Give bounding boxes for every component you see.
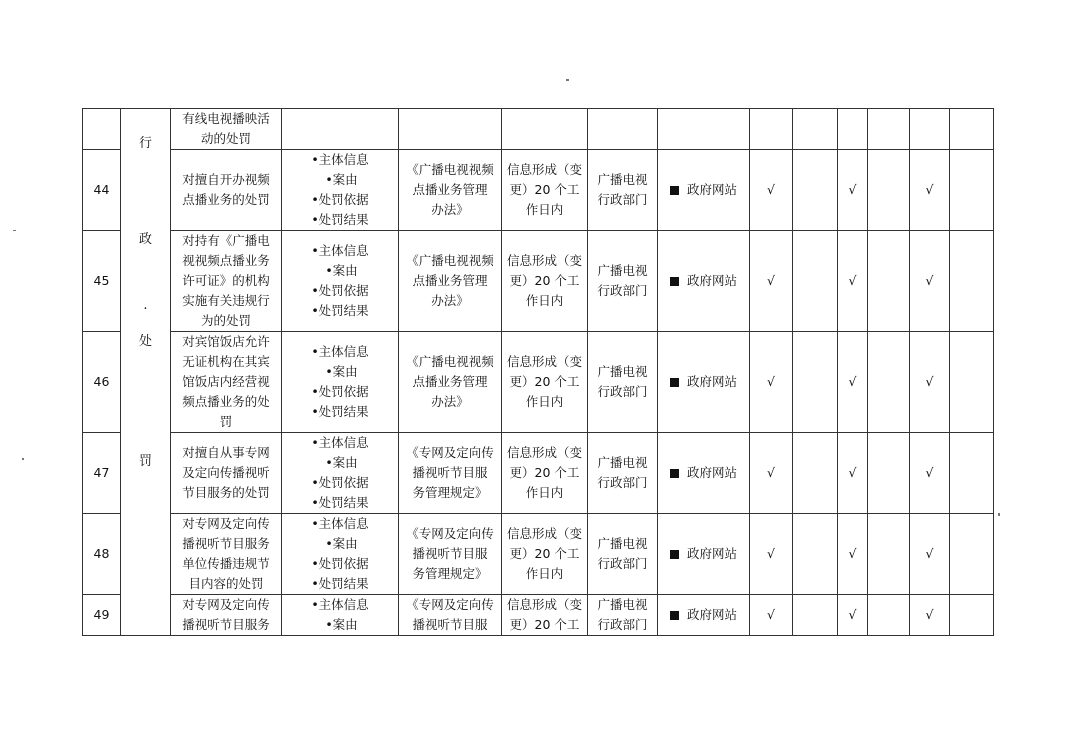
channel-label: 政府网站 [686, 273, 737, 288]
check-cell: √ [910, 514, 950, 595]
check-cell [868, 150, 910, 231]
department-line: 行政部门 [597, 192, 648, 207]
row-number: 46 [83, 332, 121, 433]
check-cell [950, 109, 994, 150]
item-name-line: 动的处罚 [200, 131, 251, 146]
item-name-line: 为的处罚 [200, 313, 251, 328]
department-cell [588, 332, 658, 433]
content-item: •主体信息 [311, 152, 369, 167]
check-cell [793, 514, 838, 595]
item-name-line: 单位传播违规节 [182, 556, 270, 571]
item-name-line: 播视听节目服务 [182, 617, 270, 632]
time-line: 更）20 个工 [509, 182, 580, 197]
time-line: 信息形成（变 [506, 445, 582, 460]
check-cell [868, 433, 910, 514]
content-item: •处罚依据 [311, 384, 369, 399]
category-char: · [143, 301, 148, 317]
item-name-line: 罚 [219, 414, 233, 429]
channel-cell [658, 514, 750, 595]
square-bullet-icon [670, 550, 679, 559]
content-item: •案由 [325, 617, 358, 632]
time-line: 作日内 [525, 566, 564, 581]
time-line: 信息形成（变 [506, 526, 582, 541]
disclosure-content-cell [282, 433, 399, 514]
check-cell [950, 332, 994, 433]
category-char: 处 [138, 333, 152, 349]
channel-cell [658, 109, 750, 150]
check-cell [868, 109, 910, 150]
department-cell [588, 514, 658, 595]
check-cell [910, 109, 950, 150]
content-item: •处罚依据 [311, 556, 369, 571]
content-item: •主体信息 [311, 435, 369, 450]
department-line: 广播电视 [597, 263, 648, 278]
row-number [83, 109, 121, 150]
basis-line: 《专网及定向传 [406, 597, 494, 612]
content-list [311, 150, 368, 230]
item-name-line: 对专网及定向传 [182, 597, 270, 612]
scan-speck [998, 513, 1000, 516]
item-name-line: 频点播业务的处 [182, 394, 270, 409]
basis-line: 《专网及定向传 [406, 445, 494, 460]
square-bullet-icon [670, 469, 679, 478]
basis-line: 《广播电视视频 [406, 162, 494, 177]
basis-line: 点播业务管理 [412, 273, 488, 288]
item-name-cell [171, 433, 282, 514]
check-cell [950, 150, 994, 231]
item-name-line: 对擅自从事专网 [182, 445, 270, 460]
disclosure-content-cell [282, 231, 399, 332]
basis-line: 办法》 [431, 202, 469, 217]
disclosure-content-cell [282, 332, 399, 433]
time-limit-cell [502, 514, 588, 595]
channel-label: 政府网站 [686, 374, 737, 389]
channel-label: 政府网站 [686, 546, 737, 561]
department-line: 广播电视 [597, 455, 648, 470]
basis-cell [399, 514, 502, 595]
time-limit-cell [502, 109, 588, 150]
item-name-line: 及定向传播视听 [182, 465, 270, 480]
content-item: •主体信息 [311, 597, 369, 612]
category-cell [121, 109, 171, 636]
item-name-line: 无证机构在其宾 [182, 354, 270, 369]
check-cell: √ [838, 231, 868, 332]
channel-label: 政府网站 [686, 465, 737, 480]
disclosure-content-cell [282, 514, 399, 595]
content-list [311, 595, 368, 635]
channel-cell [658, 150, 750, 231]
basis-line: 点播业务管理 [412, 374, 488, 389]
table-row [83, 231, 994, 332]
basis-line: 务管理规定》 [412, 566, 488, 581]
channel-cell [658, 332, 750, 433]
time-limit-cell [502, 595, 588, 636]
basis-cell [399, 433, 502, 514]
row-number: 49 [83, 595, 121, 636]
item-name-line: 对宾馆饭店允许 [182, 334, 270, 349]
item-name-line: 有线电视播映活 [182, 111, 270, 126]
department-line: 行政部门 [597, 617, 648, 632]
square-bullet-icon [670, 186, 679, 195]
check-cell: √ [838, 332, 868, 433]
check-cell [950, 433, 994, 514]
department-cell [588, 433, 658, 514]
item-name-line: 目内容的处罚 [188, 576, 264, 591]
content-item: •处罚结果 [311, 303, 369, 318]
check-cell: √ [910, 231, 950, 332]
time-line: 更）20 个工 [509, 617, 580, 632]
category-char: 行 [138, 135, 152, 151]
check-cell: √ [910, 332, 950, 433]
time-line: 更）20 个工 [509, 465, 580, 480]
check-cell: √ [750, 433, 793, 514]
category-box [121, 112, 170, 633]
table-row [83, 433, 994, 514]
check-cell [950, 514, 994, 595]
check-cell [793, 150, 838, 231]
item-name-cell [171, 231, 282, 332]
time-line: 信息形成（变 [506, 162, 582, 177]
content-item: •处罚结果 [311, 495, 369, 510]
check-cell: √ [838, 150, 868, 231]
content-list [311, 514, 368, 594]
basis-line: 播视听节目服 [412, 617, 488, 632]
item-name-line: 对专网及定向传 [182, 516, 270, 531]
basis-cell [399, 109, 502, 150]
department-line: 广播电视 [597, 172, 648, 187]
department-line: 行政部门 [597, 384, 648, 399]
content-item: •处罚依据 [311, 283, 369, 298]
item-name-line: 实施有关违规行 [182, 293, 270, 308]
square-bullet-icon [670, 378, 679, 387]
basis-cell [399, 332, 502, 433]
check-cell [838, 109, 868, 150]
content-item: •主体信息 [311, 243, 369, 258]
table-row [83, 595, 994, 636]
check-cell [793, 231, 838, 332]
table-row [83, 150, 994, 231]
check-cell: √ [910, 433, 950, 514]
department-line: 广播电视 [597, 536, 648, 551]
scan-speck [566, 79, 569, 81]
time-line: 作日内 [525, 202, 564, 217]
department-line: 广播电视 [597, 597, 648, 612]
category-char: 政 [138, 231, 152, 247]
disclosure-content-cell [282, 150, 399, 231]
content-item: •处罚依据 [311, 475, 369, 490]
channel-cell [658, 231, 750, 332]
item-name-cell [171, 109, 282, 150]
item-name-line: 对擅自开办视频 [182, 172, 270, 187]
time-line: 更）20 个工 [509, 374, 580, 389]
check-cell: √ [750, 514, 793, 595]
check-cell [750, 109, 793, 150]
time-line: 信息形成（变 [506, 253, 582, 268]
time-line: 作日内 [525, 293, 564, 308]
content-item: •案由 [325, 536, 358, 551]
item-name-line: 播视听节目服务 [182, 536, 270, 551]
time-line: 信息形成（变 [506, 597, 582, 612]
basis-line: 播视听节目服 [412, 546, 488, 561]
time-line: 更）20 个工 [509, 546, 580, 561]
row-number: 48 [83, 514, 121, 595]
check-cell [793, 109, 838, 150]
time-limit-cell [502, 150, 588, 231]
basis-line: 务管理规定》 [412, 485, 488, 500]
content-item: •主体信息 [311, 344, 369, 359]
check-cell: √ [910, 595, 950, 636]
basis-line: 《广播电视视频 [406, 253, 494, 268]
basis-cell [399, 595, 502, 636]
row-number: 44 [83, 150, 121, 231]
time-line: 作日内 [525, 485, 564, 500]
content-item: •处罚依据 [311, 192, 369, 207]
basis-line: 《专网及定向传 [406, 526, 494, 541]
basis-line: 点播业务管理 [412, 182, 488, 197]
channel-cell [658, 595, 750, 636]
check-cell: √ [838, 514, 868, 595]
item-name-line: 馆饭店内经营视 [182, 374, 270, 389]
check-cell [868, 332, 910, 433]
check-cell [868, 595, 910, 636]
department-cell [588, 150, 658, 231]
channel-cell [658, 433, 750, 514]
basis-line: 播视听节目服 [412, 465, 488, 480]
check-cell: √ [910, 150, 950, 231]
item-name-cell [171, 514, 282, 595]
check-cell: √ [750, 332, 793, 433]
basis-line: 办法》 [431, 394, 469, 409]
time-line: 信息形成（变 [506, 354, 582, 369]
time-limit-cell [502, 231, 588, 332]
table-row [83, 514, 994, 595]
check-cell [793, 332, 838, 433]
channel-label: 政府网站 [686, 607, 737, 622]
check-cell [793, 433, 838, 514]
content-item: •处罚结果 [311, 576, 369, 591]
check-cell [950, 595, 994, 636]
check-cell: √ [750, 150, 793, 231]
time-line: 作日内 [525, 394, 564, 409]
disclosure-content-cell [282, 595, 399, 636]
row-number: 47 [83, 433, 121, 514]
check-cell: √ [750, 595, 793, 636]
check-cell: √ [838, 595, 868, 636]
disclosure-table [82, 108, 994, 636]
check-cell: √ [838, 433, 868, 514]
table-row [83, 332, 994, 433]
basis-line: 《广播电视视频 [406, 354, 494, 369]
item-name-cell [171, 150, 282, 231]
department-line: 行政部门 [597, 556, 648, 571]
item-name-line: 节目服务的处罚 [182, 485, 270, 500]
disclosure-content-cell [282, 109, 399, 150]
department-cell [588, 109, 658, 150]
item-name-line: 点播业务的处罚 [182, 192, 270, 207]
content-item: •处罚结果 [311, 212, 369, 227]
department-line: 广播电视 [597, 364, 648, 379]
department-cell [588, 595, 658, 636]
item-name-cell [171, 332, 282, 433]
time-line: 更）20 个工 [509, 273, 580, 288]
time-limit-cell [502, 433, 588, 514]
content-item: •处罚结果 [311, 404, 369, 419]
item-name-line: 许可证》的机构 [182, 273, 270, 288]
content-item: •案由 [325, 172, 358, 187]
check-cell [868, 231, 910, 332]
content-item: •案由 [325, 263, 358, 278]
department-line: 行政部门 [597, 475, 648, 490]
table-row [83, 109, 994, 150]
item-name-cell [171, 595, 282, 636]
scan-speck [13, 230, 16, 231]
check-cell [868, 514, 910, 595]
check-cell [950, 231, 994, 332]
content-item: •案由 [325, 364, 358, 379]
row-number: 45 [83, 231, 121, 332]
check-cell [793, 595, 838, 636]
check-cell: √ [750, 231, 793, 332]
square-bullet-icon [670, 277, 679, 286]
content-item: •案由 [325, 455, 358, 470]
content-item: •主体信息 [311, 516, 369, 531]
content-list [311, 433, 368, 513]
time-limit-cell [502, 332, 588, 433]
content-list [311, 241, 368, 321]
basis-line: 办法》 [431, 293, 469, 308]
scan-speck [22, 458, 24, 460]
channel-label: 政府网站 [686, 182, 737, 197]
content-list [311, 342, 368, 422]
basis-cell [399, 231, 502, 332]
square-bullet-icon [670, 611, 679, 620]
department-cell [588, 231, 658, 332]
item-name-line: 视视频点播业务 [182, 253, 270, 268]
basis-cell [399, 150, 502, 231]
category-char: 罚 [138, 453, 152, 469]
item-name-line: 对持有《广播电 [182, 233, 270, 248]
department-line: 行政部门 [597, 283, 648, 298]
